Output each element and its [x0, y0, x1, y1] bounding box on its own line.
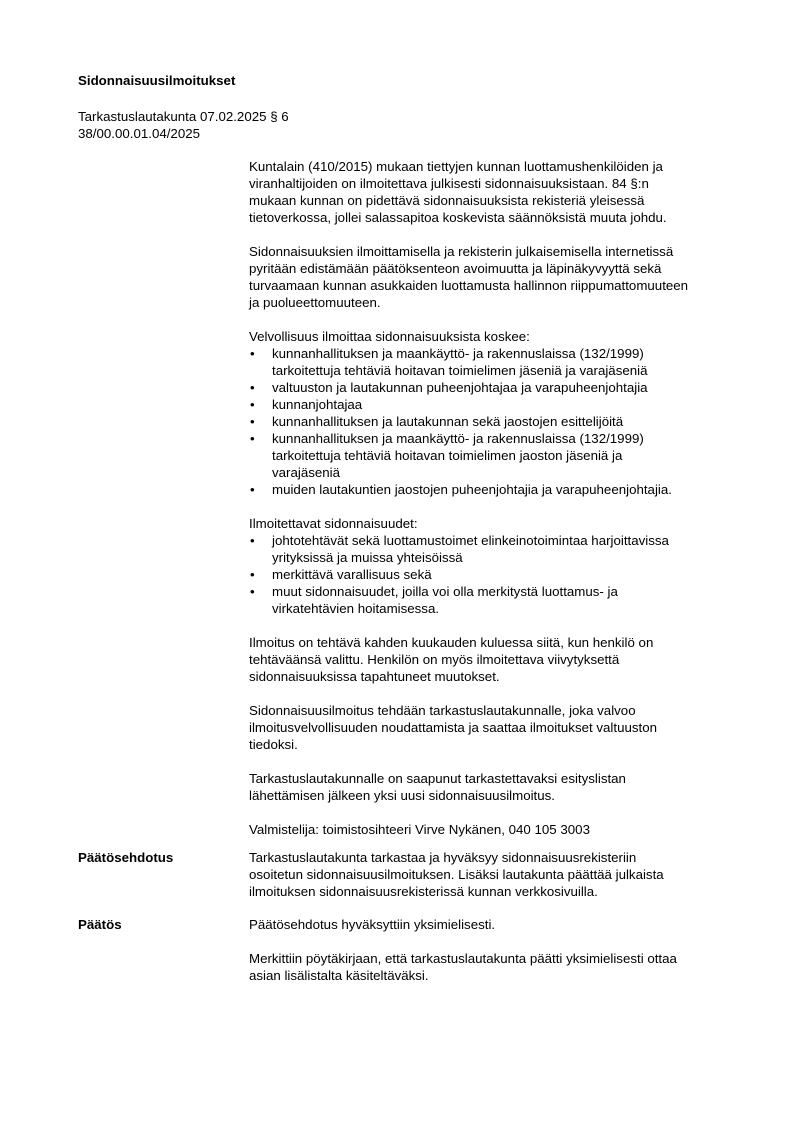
text-line: pyritään edistämään päätöksenteon avoimuutta ja läpinäkyvyyttä sekä — [249, 261, 662, 276]
meeting-meta — [78, 108, 289, 142]
obligation-list — [249, 345, 749, 498]
text-line: ilmoituksen sidonnaisuusrekisterissä kunnan verkkosivuilla. — [249, 884, 598, 899]
bullet-icon: • — [250, 431, 255, 446]
obligation-intro: Velvollisuus ilmoittaa sidonnaisuuksista koskee: — [249, 329, 530, 344]
list-item-line: muut sidonnaisuudet, joilla voi olla merkitystä luottamus- ja — [272, 584, 618, 599]
proposal-text — [249, 849, 749, 900]
preparer-line: Valmistelija: toimistosihteeri Virve Nykänen, 040 105 3003 — [249, 822, 590, 837]
list-item-line: yrityksissä ja muissa yhteisöissä — [272, 550, 463, 565]
text-line: turvaamaan kunnan asukkaiden luottamusta hallinnon riippumattomuuteen — [249, 278, 689, 293]
disclosure-intro: Ilmoitettavat sidonnaisuudet: — [249, 516, 418, 531]
bullet-icon: • — [250, 414, 255, 429]
proposal-label: Päätösehdotus — [78, 850, 174, 865]
list-item-line: kunnanjohtajaa — [272, 397, 363, 412]
text-line: ilmoitusvelvollisuuden noudattamista ja saattaa ilmoitukset valtuuston — [249, 720, 657, 735]
text-line: lähettämisen jälkeen yksi uusi sidonnaisuusilmoitus. — [249, 788, 555, 803]
bullet-icon: • — [250, 482, 255, 497]
list-item — [249, 379, 749, 396]
text-line: Kuntalain (410/2015) mukaan tiettyjen kunnan luottamushenkilöiden ja — [249, 159, 663, 174]
list-item — [249, 396, 749, 413]
text-line: ja puolueettomuuteen. — [249, 295, 381, 310]
list-item-line: kunnanhallituksen ja maankäyttö- ja rakennuslaissa (132/1999) — [272, 346, 644, 361]
text-line: sidonnaisuuksissa tapahtuneet muutokset. — [249, 669, 500, 684]
list-item-line: kunnanhallituksen ja lautakunnan sekä jaostojen esittelijöitä — [272, 414, 624, 429]
document-body — [249, 158, 749, 838]
text-line: Sidonnaisuuksien ilmoittamisella ja rekisterin julkaisemisella internetissä — [249, 244, 674, 259]
decision-content — [249, 916, 749, 984]
list-item — [249, 532, 749, 566]
list-item — [249, 583, 749, 617]
bullet-icon: • — [250, 346, 255, 361]
disclosure-list — [249, 532, 749, 617]
list-item — [249, 566, 749, 583]
list-item-line: virkatehtävien hoitamisessa. — [272, 601, 440, 616]
text-line: tehtäväänsä valittu. Henkilön on myös ilmoitettava viivytyksettä — [249, 652, 620, 667]
bullet-icon: • — [250, 533, 255, 548]
obligation-section — [249, 328, 749, 498]
list-item-line: merkittävä varallisuus sekä — [272, 567, 432, 582]
paragraph-deadline — [249, 634, 749, 685]
decision-line: Päätösehdotus hyväksyttiin yksimielisesti. — [249, 917, 496, 932]
list-item-line: johtotehtävät sekä luottamustoimet elinkeinotoimintaa harjoittavissa — [272, 533, 669, 548]
list-item-line: valtuuston ja lautakunnan puheenjohtajaa ja varapuheenjohtajia — [272, 380, 648, 395]
document-title: Sidonnaisuusilmoitukset — [78, 73, 236, 88]
paragraph-legal-basis — [249, 158, 749, 226]
list-item-line: tarkoitettuja tehtäviä hoitavan toimielimen jaoston jäseniä ja — [272, 448, 623, 463]
decision-text — [249, 916, 749, 933]
bullet-icon: • — [250, 584, 255, 599]
paragraph-purpose — [249, 243, 749, 311]
disclosure-section — [249, 515, 749, 617]
text-line: tietoverkossa, jollei salassapitoa koskevista säännöksistä muuta johdu. — [249, 210, 667, 225]
text-line: Ilmoitus on tehtävä kahden kuukauden kuluessa siitä, kun henkilö on — [249, 635, 654, 650]
paragraph-received — [249, 770, 749, 804]
text-line: viranhaltijoiden on ilmoitettava julkisesti sidonnaisuuksistaan. 84 §:n — [249, 176, 649, 191]
paragraph-submission — [249, 702, 749, 753]
meeting-reference: Tarkastuslautakunta 07.02.2025 § 6 — [78, 109, 289, 124]
bullet-icon: • — [250, 567, 255, 582]
text-line: tiedoksi. — [249, 737, 298, 752]
text-line: Sidonnaisuusilmoitus tehdään tarkastuslautakunnalle, joka valvoo — [249, 703, 636, 718]
list-item-line: kunnanhallituksen ja maankäyttö- ja rakennuslaissa (132/1999) — [272, 431, 644, 446]
text-line: Merkittiin pöytäkirjaan, että tarkastuslautakunta päätti yksimielisesti ottaa — [249, 951, 677, 966]
bullet-icon: • — [250, 380, 255, 395]
list-item — [249, 430, 749, 481]
list-item-line: tarkoitettuja tehtäviä hoitavan toimielimen jäseniä ja varajäseniä — [272, 363, 648, 378]
text-line: Tarkastuslautakunta tarkastaa ja hyväksyy sidonnaisuusrekisteriin — [249, 850, 637, 865]
text-line: Tarkastuslautakunnalle on saapunut tarkastettavaksi esityslistan — [249, 771, 626, 786]
text-line: mukaan kunnan on pidettävä sidonnaisuuksista rekisteriä yleisessä — [249, 193, 645, 208]
list-item-line: varajäseniä — [272, 465, 341, 480]
decision-note — [249, 950, 749, 984]
list-item-line: muiden lautakuntien jaostojen puheenjohtajia ja varapuheenjohtajia. — [272, 482, 672, 497]
record-id: 38/00.00.01.04/2025 — [78, 126, 201, 141]
list-item — [249, 413, 749, 430]
text-line: asian lisälistalta käsiteltäväksi. — [249, 968, 429, 983]
bullet-icon: • — [250, 397, 255, 412]
list-item — [249, 481, 749, 498]
decision-label: Päätös — [78, 917, 122, 932]
list-item — [249, 345, 749, 379]
text-line: osoitetun sidonnaisuusilmoituksen. Lisäksi lautakunta päättää julkaista — [249, 867, 664, 882]
